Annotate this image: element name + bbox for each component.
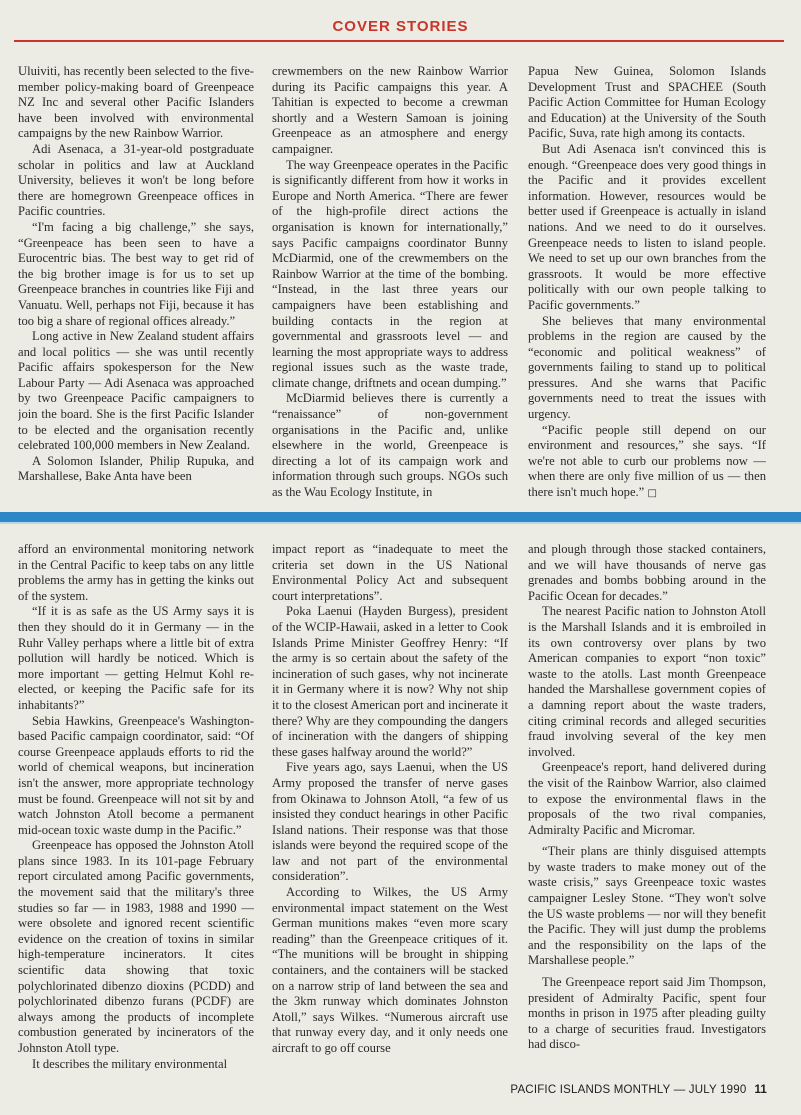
paragraph: Greenpeace has opposed the Johnston Atoll plans since 1983. In its 101-page February report circulated among Pacific governments, the movement said that the military's three studies so far — in 1983, 1988 and 1990 — were obsolete and ignored recent scientific evidence on the creation of toxins in similar high-temperature incinerators. It cites scientific data showing that toxic polychlorinated dibenzo dioxins (PCDD) and polychlorinated dibenzo furans (PCDF) are always among the products of incomplete combustion generated by incinerators of the Johnston Atoll type.: [18, 838, 254, 1055]
paragraph: Papua New Guinea, Solomon Islands Development Trust and SPACHEE (South Pacific Action Committee for Human Ecology and Education) at the University of the South Pacific, Suva, rate high among its contacts.: [528, 64, 766, 141]
top-column-3: [528, 64, 766, 500]
top-column-1: [18, 64, 254, 500]
paragraph: Uluiviti, has recently been selected to the five-member policy-making board of Greenpeace NZ Inc and several other Pacific Islanders have been involved with environmental campaigns by the new Rainbow Warrior.: [18, 64, 254, 141]
top-column-2: [272, 64, 508, 500]
paragraph: But Adi Asenaca isn't convinced this is enough. “Greenpeace does very good things in the Pacific and it provides excellent information. However, resources would be better used if Greenpeace is actually in island nations. And we need to do it ourselves. Greenpeace needs to listen to island people. We need to set up our own branches from the grassroots. It would be more effective politically with our own people talking to Pacific governments.”: [528, 141, 766, 312]
bottom-column-1: [18, 542, 254, 1078]
paragraph-text: “Pacific people still depend on our environment and resources,” she says. “If we're not able to curb our problems now — when there are only five million of us — then there isn't much hope.”: [528, 422, 766, 500]
divider-band: [0, 512, 801, 522]
paragraph: Five years ago, says Laenui, when the US Army proposed the transfer of nerve gases from Okinawa to Johnson Atoll, “a few of us insisted they conduct hearings in other Pacific Island nations. Their response was that those islands were beyond the required scope of the law and not part of the environmental consideration”.: [272, 760, 508, 884]
paragraph: According to Wilkes, the US Army environmental impact statement on the West German munitions makes “even more scary reading” than the Greenpeace critiques of it. “The munitions will be brought in shipping containers, and the containers will be stacked on a narrow strip of land between the sea and the 3km runway which dominates Johnston Atoll,” says Wilkes. “Numerous aircraft use that runway every day, and it only needs one aircraft to go off course: [272, 885, 508, 1055]
paragraph: The nearest Pacific nation to Johnston Atoll is the Marshall Islands and it is embroiled in its own controversy over plans by two American companies to export “non toxic” waste to the atolls. Last month Greenpeace handed the Marshallese government copies of a damning report about the waste traders, citing criminal records and alleged securities fraud involving several of the key men involved.: [528, 604, 766, 759]
paragraph: “Their plans are thinly disguised attempts by waste traders to make money out of the waste crisis,” says Greenpeace toxic wastes campaigner Lesley Stone. “They won't solve the US waste problems — nor will they benefit the Pacific. They will just dump the problems and the responsibility on the laps of the Marshallese people.”: [528, 844, 766, 968]
paragraph: Long active in New Zealand student affairs and local politics — she was until recently Pacific affairs spokesperson for the New Labour Party — Adi Asenaca was approached by two Greenpeace Pacific campaigners to join the board. She is the first Pacific Islander to be elected and the organisation recently celebrated 100,000 members in New Zealand.: [18, 329, 254, 453]
paragraph: [528, 423, 766, 500]
paragraph: McDiarmid believes there is currently a “renaissance” of non-government organisations in the Pacific and, unlike elsewhere in the world, Greenpeace is directing a lot of its campaign work and information through such groups. NGOs such as the Wau Ecology Institute, in: [272, 391, 508, 500]
divider-band-shadow: [0, 522, 801, 524]
paragraph: A Solomon Islander, Philip Rupuka, and Marshallese, Bake Anta have been: [18, 453, 254, 484]
paragraph: and plough through those stacked containers, and we will have thousands of nerve gas grenades and bombs bobbing around in the Pacific Ocean for decades.”: [528, 542, 766, 603]
page-footer: [510, 1084, 767, 1096]
paragraph: It describes the military environmental: [32, 1056, 228, 1071]
bottom-column-2: [272, 542, 508, 1078]
paragraph: Adi Asenaca, a 31-year-old postgraduate scholar in politics and law at Auckland University, believes it won't be long before there are homegrown Greenpeace offices in Pacific countries.: [18, 141, 254, 219]
paragraph: Poka Laenui (Hayden Burgess), president of the WCIP-Hawaii, asked in a letter to Cook Islands Prime Minister Geoffrey Henry: “If the army is so certain about the safety of the incineration of such gases, why not incinerate it in Germany where it is now? Why not ship it to the closest American port and incinerate it there? Why are they compounding the dangers of incineration with the dangers of shipping these gases halfway around the world?”: [272, 604, 508, 759]
bottom-column-3: [528, 542, 766, 1078]
paragraph: Greenpeace's report, hand delivered during the visit of the Rainbow Warrior, also claimed to expose the environmental flaws in the proposals of the two rival companies, Admiralty Pacific and Micromar.: [528, 760, 766, 837]
paragraph: The Greenpeace report said Jim Thompson, president of Admiralty Pacific, spent four months in prison in 1975 after pleading guilty to a charge of securities fraud. Investigators had disco-: [528, 975, 766, 1052]
page-number: 11: [754, 1084, 767, 1096]
paragraph: afford an environmental monitoring network in the Central Pacific to keep tabs on any little problems the army has in getting the kinks out of the system.: [18, 542, 254, 603]
paragraph: “I'm facing a big challenge,” she says, “Greenpeace has been seen to have a Eurocentric bias. The best way to get rid of the big brother image is for us to set up Greenpeace branches in countries like Fiji and Vanuatu. Well, perhaps not Fiji, because it has too big a share of regional offices already.”: [18, 219, 254, 328]
section-header: COVER STORIES: [332, 18, 469, 35]
publication-line: PACIFIC ISLANDS MONTHLY — JULY 1990: [510, 1084, 747, 1096]
header-rule: [14, 40, 784, 42]
end-mark: □: [647, 488, 657, 500]
paragraph: Sebia Hawkins, Greenpeace's Washington-based Pacific campaign coordinator, said: “Of course Greenpeace applauds efforts to rid the world of chemical weapons, but incineration isn't the answer, more appropriate technology must be found. Greenpeace will not sit by and watch Johnston Atoll become a permanent mid-ocean toxic waste dump in the Pacific.”: [18, 713, 254, 837]
paragraph: She believes that many environmental problems in the region are caused by the “economic and political weakness” of governments failing to stand up to political pressures. And she warns that Pacific governments need to treat the issues with urgency.: [528, 313, 766, 422]
paragraph: impact report as “inadequate to meet the criteria set down in the US National Environmental Policy Act and subsequent court interpretations”.: [272, 542, 508, 603]
paragraph: The way Greenpeace operates in the Pacific is significantly different from how it works in Europe and North America. “There are fewer of the high-profile direct actions the organisation is known for internationally,” says Pacific campaigns coordinator Bunny McDiarmid, one of the crewmembers on the Rainbow Warrior at the time of the bombing. “Instead, in the last three years our campaigners have been establishing and building contacts in the region at governmental and grassroots level — and learning the most appropriate ways to address regional issues such as the waste trade, climate change, driftnets and ocean dumping.”: [272, 157, 508, 390]
paragraph: crewmembers on the new Rainbow Warrior during its Pacific campaigns this year. A Tahitian is expected to become a crewman shortly and a Western Samoan is joining Greenpeace as an atmosphere and energy campaigner.: [272, 64, 508, 156]
paragraph: “If it is as safe as the US Army says it is then they should do it in Germany — in the Ruhr Valley perhaps where a little bit of extra pollution will hardly be noticed. Which is more important — getting Helmut Kohl re-elected, or keeping the Pacific safe for its inhabitants?”: [18, 604, 254, 712]
